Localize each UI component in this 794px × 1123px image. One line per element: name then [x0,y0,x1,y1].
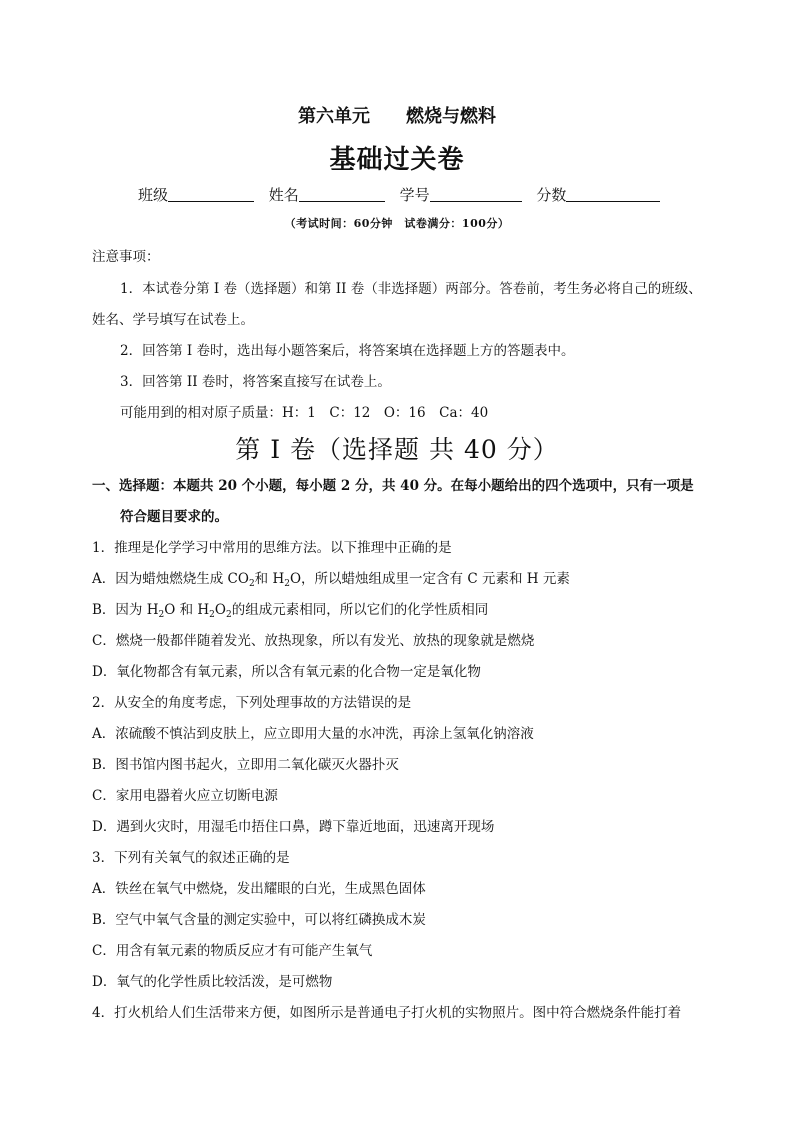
student-info-row [138,184,670,206]
name-blank[interactable] [299,185,385,202]
class-blank[interactable] [168,185,254,202]
name-label: 姓名 [268,186,299,204]
question-3-stem: 3．下列有关氧气的叙述正确的是 [92,850,290,866]
question-3-option-b[interactable]: B．空气中氧气含量的测定实验中，可以将红磷换成木炭 [92,912,426,928]
question-2-option-c[interactable]: C．家用电器着火应立切断电源 [92,788,278,804]
score-blank[interactable] [566,185,660,202]
note-item-1-continued: 姓名、学号填写在试卷上。 [92,312,254,328]
note-item-1: 1．本试卷分第 I 卷（选择题）和第 II 卷（非选择题）两部分。答卷前，考生务必将自己的班级、 [120,281,702,297]
question-1-option-d[interactable]: D．氧化物都含有氧元素，所以含有氧元素的化合物一定是氧化物 [92,664,481,680]
question-3-option-d[interactable]: D．氧气的化学性质比较活泼，是可燃物 [92,974,333,990]
question-2-option-b[interactable]: B．图书馆内图书起火，立即用二氧化碳灭火器扑灭 [92,757,399,773]
question-1-option-b[interactable]: B．因为 $H_2O$ 和 $H_2O_2$的组成元素相同，所以它们的化学性质相同 [92,602,489,620]
unit-topic: 燃烧与燃料 [406,106,496,127]
question-2-option-d[interactable]: D．遇到火灾时，用湿毛巾捂住口鼻，蹲下靠近地面，迅速离开现场 [92,819,495,835]
section-instruction-continued: 符合题目要求的。 [120,509,228,525]
score-label: 分数 [536,186,567,204]
note-item-2: 2．回答第 I 卷时，选出每小题答案后，将答案填在选择题上方的答题表中。 [120,343,575,359]
notes-heading: 注意事项： [92,249,160,265]
student-id-blank[interactable] [430,185,522,202]
section-title: 第 I 卷（选择题 共 40 分） [235,435,559,464]
page-title: 基础过关卷 [329,145,465,175]
section-instruction: 一、选择题：本题共 20 个小题，每小题 2 分，共 40 分。在每小题给出的四个选项中，只有一项是 [92,478,694,494]
class-label: 班级 [138,186,169,204]
unit-label: 第六单元 [298,106,370,127]
atomic-masses: 可能用到的相对原子质量：H：1 C：12 O：16 Ca：40 [120,405,489,421]
question-1-option-c[interactable]: C．燃烧一般都伴随着发光、放热现象，所以有发光、放热的现象就是燃烧 [92,633,535,649]
question-1-option-a[interactable]: A．因为蜡烛燃烧生成 $CO_2$和 $H_2O$，所以蜡烛组成里一定含有 C 元素和 H 元素 [92,571,570,589]
unit-title [0,104,794,130]
question-3-option-a[interactable]: A．铁丝在氧气中燃烧，发出耀眼的白光，生成黑色固体 [92,881,426,897]
question-1-stem: 1．推理是化学学习中常用的思维方法。以下推理中正确的是 [92,540,452,556]
note-item-3: 3．回答第 II 卷时，将答案直接写在试卷上。 [120,374,391,390]
exam-info: （考试时间：60分钟 试卷满分：100分） [284,217,510,230]
question-4-stem: 4．打火机给人们生活带来方便，如图所示是普通电子打火机的实物照片。图中符合燃烧条件能打着 [92,1005,682,1021]
student-id-label: 学号 [399,186,430,204]
question-3-option-c[interactable]: C．用含有氧元素的物质反应才有可能产生氧气 [92,943,373,959]
question-2-option-a[interactable]: A．浓硫酸不慎沾到皮肤上，应立即用大量的水冲洗，再涂上氢氧化钠溶液 [92,726,534,742]
question-2-stem: 2．从安全的角度考虑，下列处理事故的方法错误的是 [92,695,412,711]
